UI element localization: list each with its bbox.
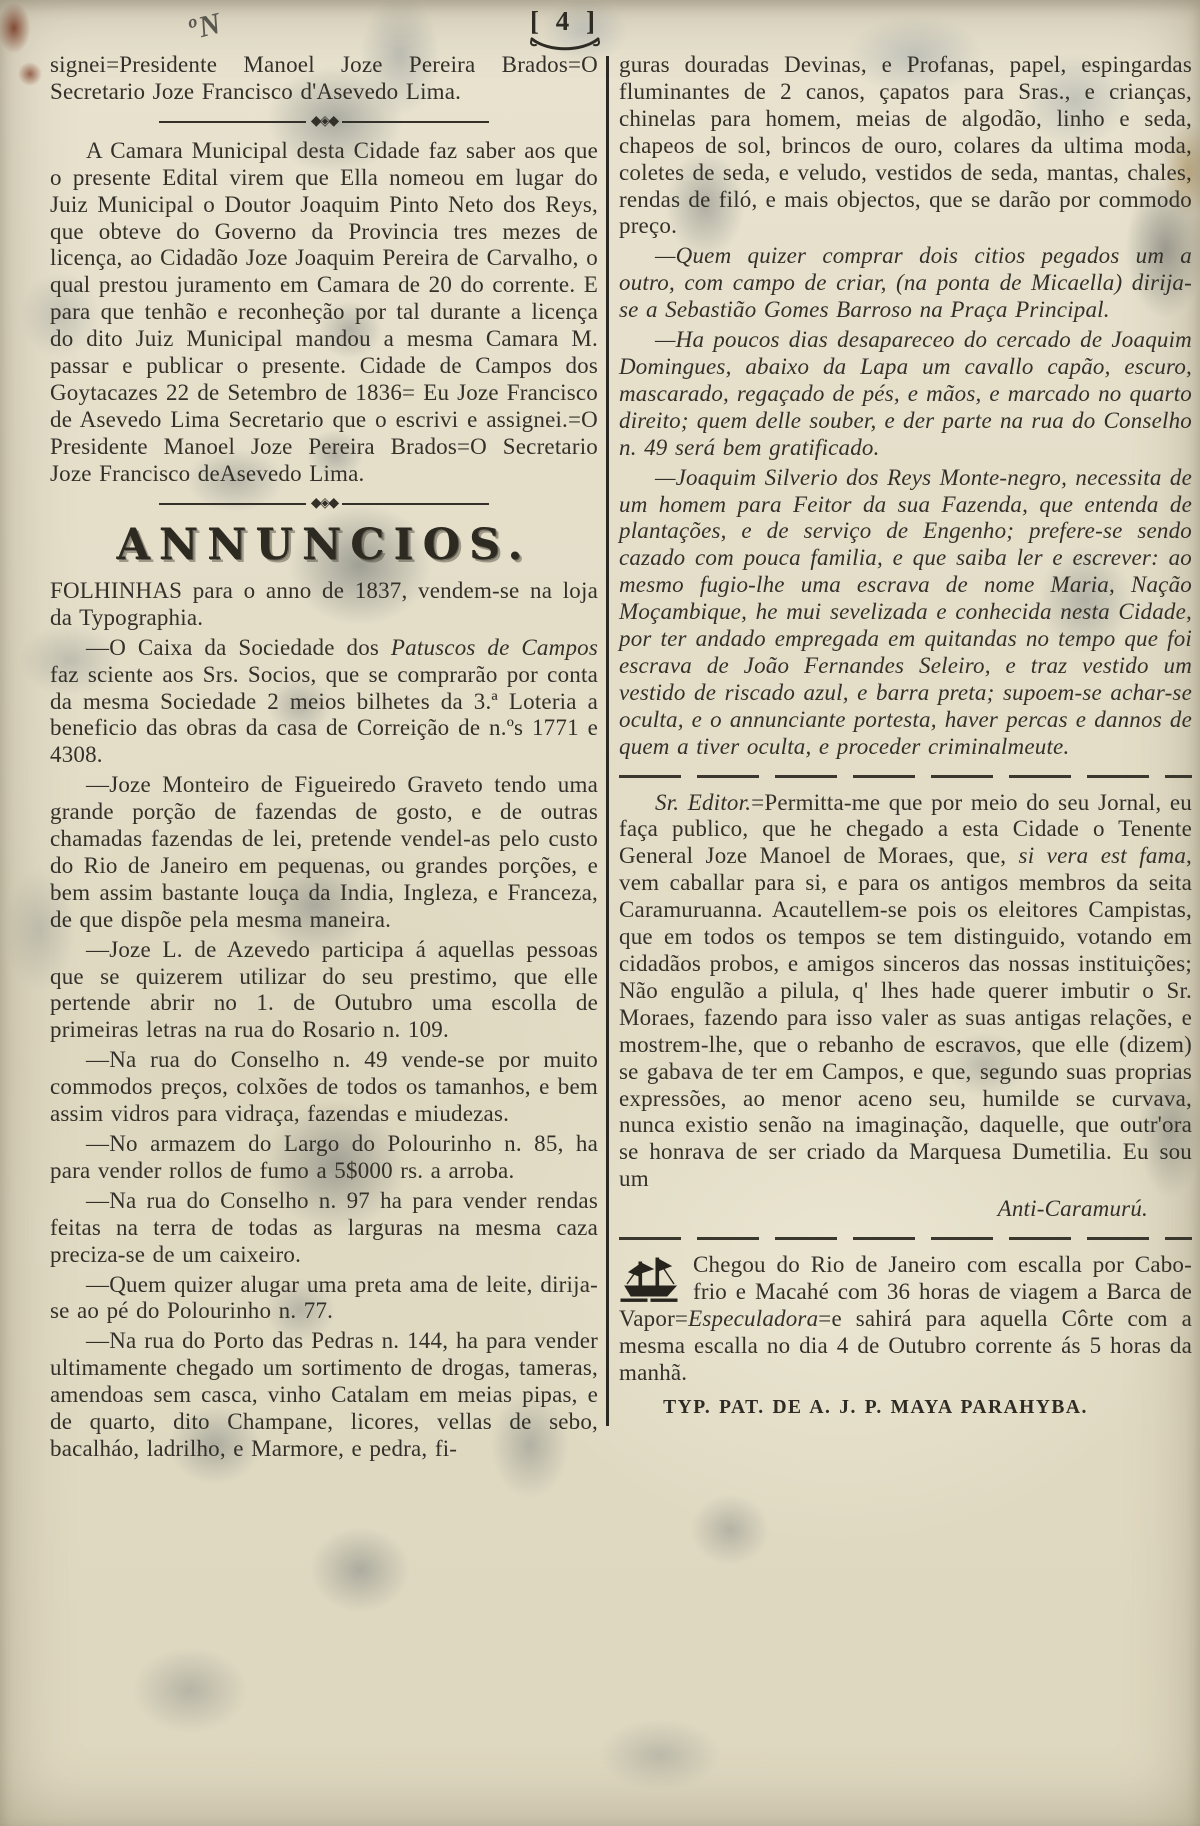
ornament-divider-icon [159,497,489,511]
ship-icon [619,1256,681,1304]
right-column [619,52,1200,1466]
handwritten-number-mark: ºN [184,6,227,47]
text-run: A Camara Municipal desta Cidade faz saber aos que o presente Edital virem que Ella nomeou em lugar do Juiz Municipal o Doutor Joaquim Pinto Neto dos Reys, que obteve do Governo da Provincia tres mezes de licença, ao Cidadão Joze Joaquim Pereira de Carvalho, o qual prestou juramento em Camara de 20 do corrente. E para que tenhão e reconheção por tal durante a licença do dito Juiz Municipal mandou a mesma Camara M. passar e publicar o presente. Cidade de Campos dos Goytacazes 22 de Setembro de 1836= Eu Joze Francisco de Asevedo Lima Secretario que o escrivi e assignei.=O Presidente Manoel Joze Pereira Brados=O Secretario Joze Francisco deAsevedo Lima. [50,137,598,486]
page-number-flourish-icon [528,35,602,53]
text-run: —Ha poucos dias desapareceo do cercado de Joaquim Domingues, abaixo da Lapa um cavallo capão, escuro, mascarado, regaçado de pés, e mãos, e marcado no quarto direito; quem delle souber, e der parte na rua do Conselho n. 49 será bem gratificado. [619,327,1192,460]
article-paragraph [619,243,1192,324]
dashed-divider [619,775,1192,778]
article-paragraph [619,52,1192,240]
rule-segment [159,121,306,123]
two-column-layout [0,52,1200,1466]
text-run: Especuladora [688,1305,819,1331]
text-run: =Permitta-me que por meio do seu Jornal, eu faça publico, que he chegado a esta Cidade o Tenente General Joze Manoel de Moraes, que, [619,789,1192,869]
article-paragraph [50,937,598,1045]
shipping-news-paragraph [619,1252,1192,1387]
letter-signature: Anti-Caramurú. [997,1196,1148,1222]
text-run: —Na rua do Porto das Pedras n. 144, ha para vender ultimamente chegado um sortimento de drogas, tameras, amendoas sem casca, vinho Catalam em meias pipas, e de quarto, dito Champane, licores, vellas de sebo, bacalháo, ladrilho, e Marmore, e pedra, fi- [50,1328,598,1461]
article-paragraph [50,1328,598,1463]
article-paragraph [50,52,598,106]
text-run: guras douradas Devinas, e Profanas, papel, espingardas fluminantes de 2 canos, çapatos para Sras., e crianças, chinelas para homem, meias de algodão, linho e seda, chapeos de sol, brincos de ouro, colares da ultima moda, coletes de seda, e veludo, vestidos de seda, mantas, chales, rendas de filó, e mais objectos, que se darão por commodo preço. [619,52,1192,239]
text-run: —Quem quizer comprar dois citios pegados um a outro, com campo de criar, (na ponta de Micaella) dirija-se a Sebastião Gomes Barroso na Praça Principal. [619,243,1192,323]
article-paragraph [50,635,598,770]
article-paragraph [50,1272,598,1326]
article-paragraph [619,465,1192,761]
page-number: [ 4 ] [530,6,600,36]
article-paragraph [50,578,598,632]
rule-segment [342,121,489,123]
text-run: Sr. Editor. [655,789,752,815]
article-paragraph [50,1131,598,1185]
text-run: =e sahirá para aquella Côrte com a mesma escalla no dia 4 de Outubro corrente ás 5 horas da manhã. [619,1305,1192,1385]
text-run: Patuscos de Campos [390,634,598,660]
text-run: —No armazem do Largo do Polourinho n. 85, ha para vender rollos de fumo a 5$000 rs. a arroba. [50,1131,598,1183]
text-run: FOLHINHAS para o anno de 1837, vendem-se na loja da Typographia. [50,577,598,630]
article-paragraph [50,1188,598,1269]
text-run: signei=Presidente Manoel Joze Pereira Brados=O Secretario Joze Francisco d'Asevedo Lima. [50,52,598,104]
text-run: si vera est fama [1018,843,1187,869]
ornament-divider-icon [159,115,489,129]
article-paragraph [50,772,598,933]
article-paragraph [619,327,1192,462]
dashed-divider [619,1237,1192,1240]
text-run: —Na rua do Conselho n. 97 ha para vender rendas feitas na terra de todas as larguras na mesma caza preciza-se de um caixeiro. [50,1187,598,1267]
text-run: —Quem quizer alugar uma preta ama de leite, dirija-se ao pé do Polourinho n. 77. [50,1271,598,1324]
ornament-glyphs: ◆◈◆ [310,113,338,129]
page-header [0,6,1130,53]
text-run: —Joaquim Silverio dos Reys Monte-negro, necessita de um homem para Feitor da sua Fazenda, que entenda de plantações, e de serviço de Engenho; prefere-se sendo cazado com pouca familia, e que saiba ler e escrever: ao mesmo fugio-lhe uma escrava de nome Maria, Nação Moçambique, he mui sevelizada e conhecida nesta Cidade, por ter andado empregada em quitandas no tempo que foi escrava de João Fernandes Seleiro, e traz vestido um vestido de riscado azul, e barra preta; supoem-se achar-se oculta, e o annunciante portesta, haver percas e dannos de quem a tiver oculta, e proceder criminalmeute. [619,464,1192,759]
text-run: —Joze L. de Azevedo participa á aquellas pessoas que se quizerem utilizar do seu prestimo, que elle pertende abrir no 1. de Outubro uma escolla de primeiras letras na rua do Rosario n. 109. [50,936,598,1043]
printer-imprint: TYP. PAT. DE A. J. P. MAYA PARAHYBA. [663,1396,1088,1418]
rule-segment [342,503,489,505]
article-paragraph [50,138,598,488]
text-run: faz sciente aos Srs. Socios, que se comprarão por conta da mesma Sociedade 2 meios bilhetes da 3.ª Loteria a beneficio das obras da casa de Correição de n.ºs 1771 e 4308. [50,661,598,768]
article-paragraph [50,1047,598,1128]
column-divider-rule [606,56,609,1426]
text-run: —Na rua do Conselho n. 49 vende-se por muito commodos preços, colxões de todos os tamanhos, e bem assim vidros para vidraça, fazendas e miudezas. [50,1047,598,1127]
article-paragraph [619,790,1192,1194]
text-run: —O Caixa da Sociedade dos [86,634,391,660]
text-run: Chegou do Rio de Janeiro com escalla por Cabo-frio e Macahé com 36 horas de viagem a Barca de Vapor= [619,1252,1192,1331]
annuncios-section-heading: ANNUNCIOS. [116,519,532,570]
rule-segment [159,503,306,505]
left-column [50,52,598,1466]
ornament-glyphs: ◆◈◆ [310,495,338,511]
text-run: , vem caballar para si, e para os antigos membros da seita Caramuruanna. Acautellem-se pois os eleitores Campistas, que em todos os tempos se tem distinguido, votando em cidadãos probos, e amigos sinceros das nossas instituições; Não engulão a pilula, q' lhes hade querer imbutir o Sr. Moraes, fazendo para isso valer as suas antigas relações, e mostrem-lhe, que o rebanho de escravos, que elle (dizem) se gabava de ter em Campos, e que, segundo suas proprias expressões, ao menor aceno seu, humilde se curvava, nunca existio senão na imaginação, daquelle, que outr'ora se honrava de ser criado da Marquesa Dumetilia. Eu sou um [619,843,1192,1192]
text-run: —Joze Monteiro de Figueiredo Graveto tendo uma grande porção de fazendas de gosto, e de outras chamadas fazendas de lei, pretende vendel-as pelo custo do Rio de Janeiro em pequenas, ou grandes porções, e bem assim bastante louça da India, Ingleza, e Franceza, de que dispõe pela mesma maneira. [50,772,598,932]
